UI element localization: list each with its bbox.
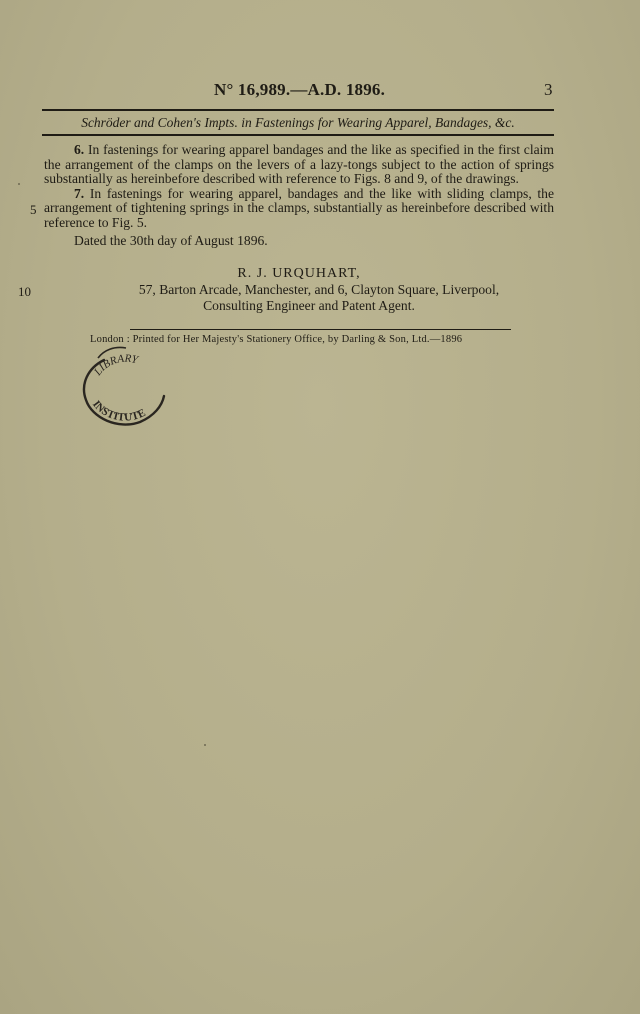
signature-block [44, 266, 554, 314]
header-rule-top [42, 109, 554, 111]
page-header [0, 80, 640, 104]
running-title: Schröder and Cohen's Impts. in Fastenings for Wearing Apparel, Bandages, &c. [81, 115, 515, 130]
stamp-text-bottom: INSTITUTE [89, 398, 148, 424]
claim-6 [44, 143, 554, 187]
library-stamp-icon [74, 338, 174, 430]
header-rule-bottom [42, 134, 554, 136]
stamp-text-top: LIBRARY [91, 352, 139, 378]
claims-body [44, 143, 554, 248]
claim-number: 6. [74, 142, 85, 157]
line-number-5: 5 [30, 202, 37, 217]
signatory-name: R. J. URQUHART, [237, 266, 361, 281]
page-number: 3 [544, 80, 553, 99]
signatory-address: 57, Barton Arcade, Manchester, and 6, Clayton Square, Liverpool, [138, 282, 500, 297]
patent-number: N° 16,989.—A.D. 1896. [214, 80, 386, 99]
claim-text: In fastenings for wearing apparel bandages and the like as specified in the first claim the arrangement of the clamps on the levers of a lazy-tongs subject to the action of springs substantially as hereinbefore described with reference to Figs. 8 and 9, of the drawings. [44, 142, 554, 187]
signatory-role: Consulting Engineer and Patent Agent. [203, 298, 415, 313]
line-number-10: 10 [18, 284, 31, 299]
printer-imprint: London : Printed for Her Majesty's Stationery Office, by Darling & Son, Ltd.—1896 [90, 334, 463, 345]
claim-7 [44, 187, 554, 231]
claim-text: In fastenings for wearing apparel, bandages and the like with sliding clamps, the arrangement of tightening springs in the clamps, substantially as hereinbefore described with reference to Fig. 5. [44, 185, 554, 230]
claim-number: 7. [74, 185, 85, 201]
dated-line: Dated the 30th day of August 1896. [74, 232, 268, 248]
imprint-rule [130, 329, 511, 330]
paper-speck [204, 744, 206, 746]
paper-speck [18, 183, 20, 185]
